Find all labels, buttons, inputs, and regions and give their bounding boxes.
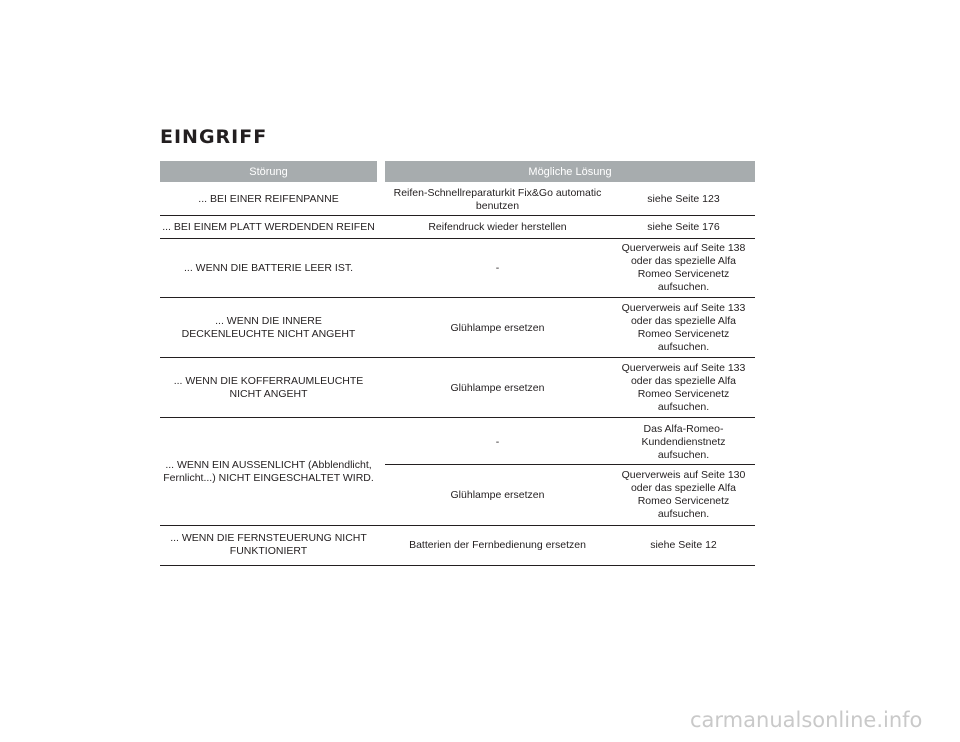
table-row-problem: ... WENN DIE KOFFERRAUMLEUCHTE NICHT ANGEHT	[173, 375, 364, 400]
table-row-reference: Querverweis auf Seite 138 oder das spezielle Alfa Romeo Servicenetz aufsuchen.	[621, 242, 746, 293]
table-row-problem: ... WENN EIN AUSSENLICHT (Abblendlicht, Fernlicht...) NICHT EINGESCHALTET WIRD.	[163, 459, 374, 484]
watermark: carmanualsonline.info	[690, 708, 923, 732]
table-row-reference: Querverweis auf Seite 133 oder das spezielle Alfa Romeo Servicenetz aufsuchen.	[621, 302, 746, 353]
table-row-reference: Das Alfa-Romeo-Kundendienstnetz aufsuchen.	[641, 422, 726, 461]
table-row-problem: ... BEI EINER REIFENPANNE	[198, 193, 339, 205]
row-divider	[160, 525, 755, 526]
table-row-reference: Querverweis auf Seite 133 oder das spezielle Alfa Romeo Servicenetz aufsuchen.	[621, 362, 746, 413]
table-row-action: Reifendruck wieder herstellen	[428, 220, 567, 233]
column-header-solution: Mögliche Lösung	[385, 161, 755, 182]
table-row-reference: Querverweis auf Seite 130 oder das spezielle Alfa Romeo Servicenetz aufsuchen.	[621, 469, 746, 520]
sub-row-divider	[385, 464, 755, 465]
table-row-reference: siehe Seite 12	[650, 538, 717, 551]
table-row-problem: ... WENN DIE BATTERIE LEER IST.	[184, 261, 353, 274]
table-row-reference: siehe Seite 123	[647, 193, 720, 205]
table-row-problem: ... BEI EINEM PLATT WERDENDEN REIFEN	[162, 220, 375, 233]
table-row-action: Glühlampe ersetzen	[450, 321, 545, 334]
row-divider	[160, 297, 755, 298]
table-row-problem: ... WENN DIE INNERE DECKENLEUCHTE NICHT ANGEHT	[181, 315, 356, 340]
table-row-action: Batterien der Fernbedienung ersetzen	[409, 538, 586, 551]
page-title: EINGRIFF	[160, 126, 268, 148]
table-row-action: -	[495, 261, 500, 274]
column-header-problem: Störung	[160, 161, 377, 182]
table-row-action: Glühlampe ersetzen	[450, 488, 545, 501]
table-row-problem: ... WENN DIE FERNSTEUERUNG NICHT FUNKTIONIERT	[170, 532, 367, 557]
table-bottom-rule	[160, 565, 755, 566]
table-row-action: -	[495, 435, 500, 448]
row-divider	[160, 417, 755, 418]
row-divider	[160, 238, 755, 239]
table-row-action: Reifen-Schnellreparaturkit Fix&Go automatic benutzen	[393, 186, 602, 212]
row-divider	[160, 357, 755, 358]
table-row-reference: siehe Seite 176	[647, 220, 720, 233]
table-row-action: Glühlampe ersetzen	[450, 381, 545, 394]
